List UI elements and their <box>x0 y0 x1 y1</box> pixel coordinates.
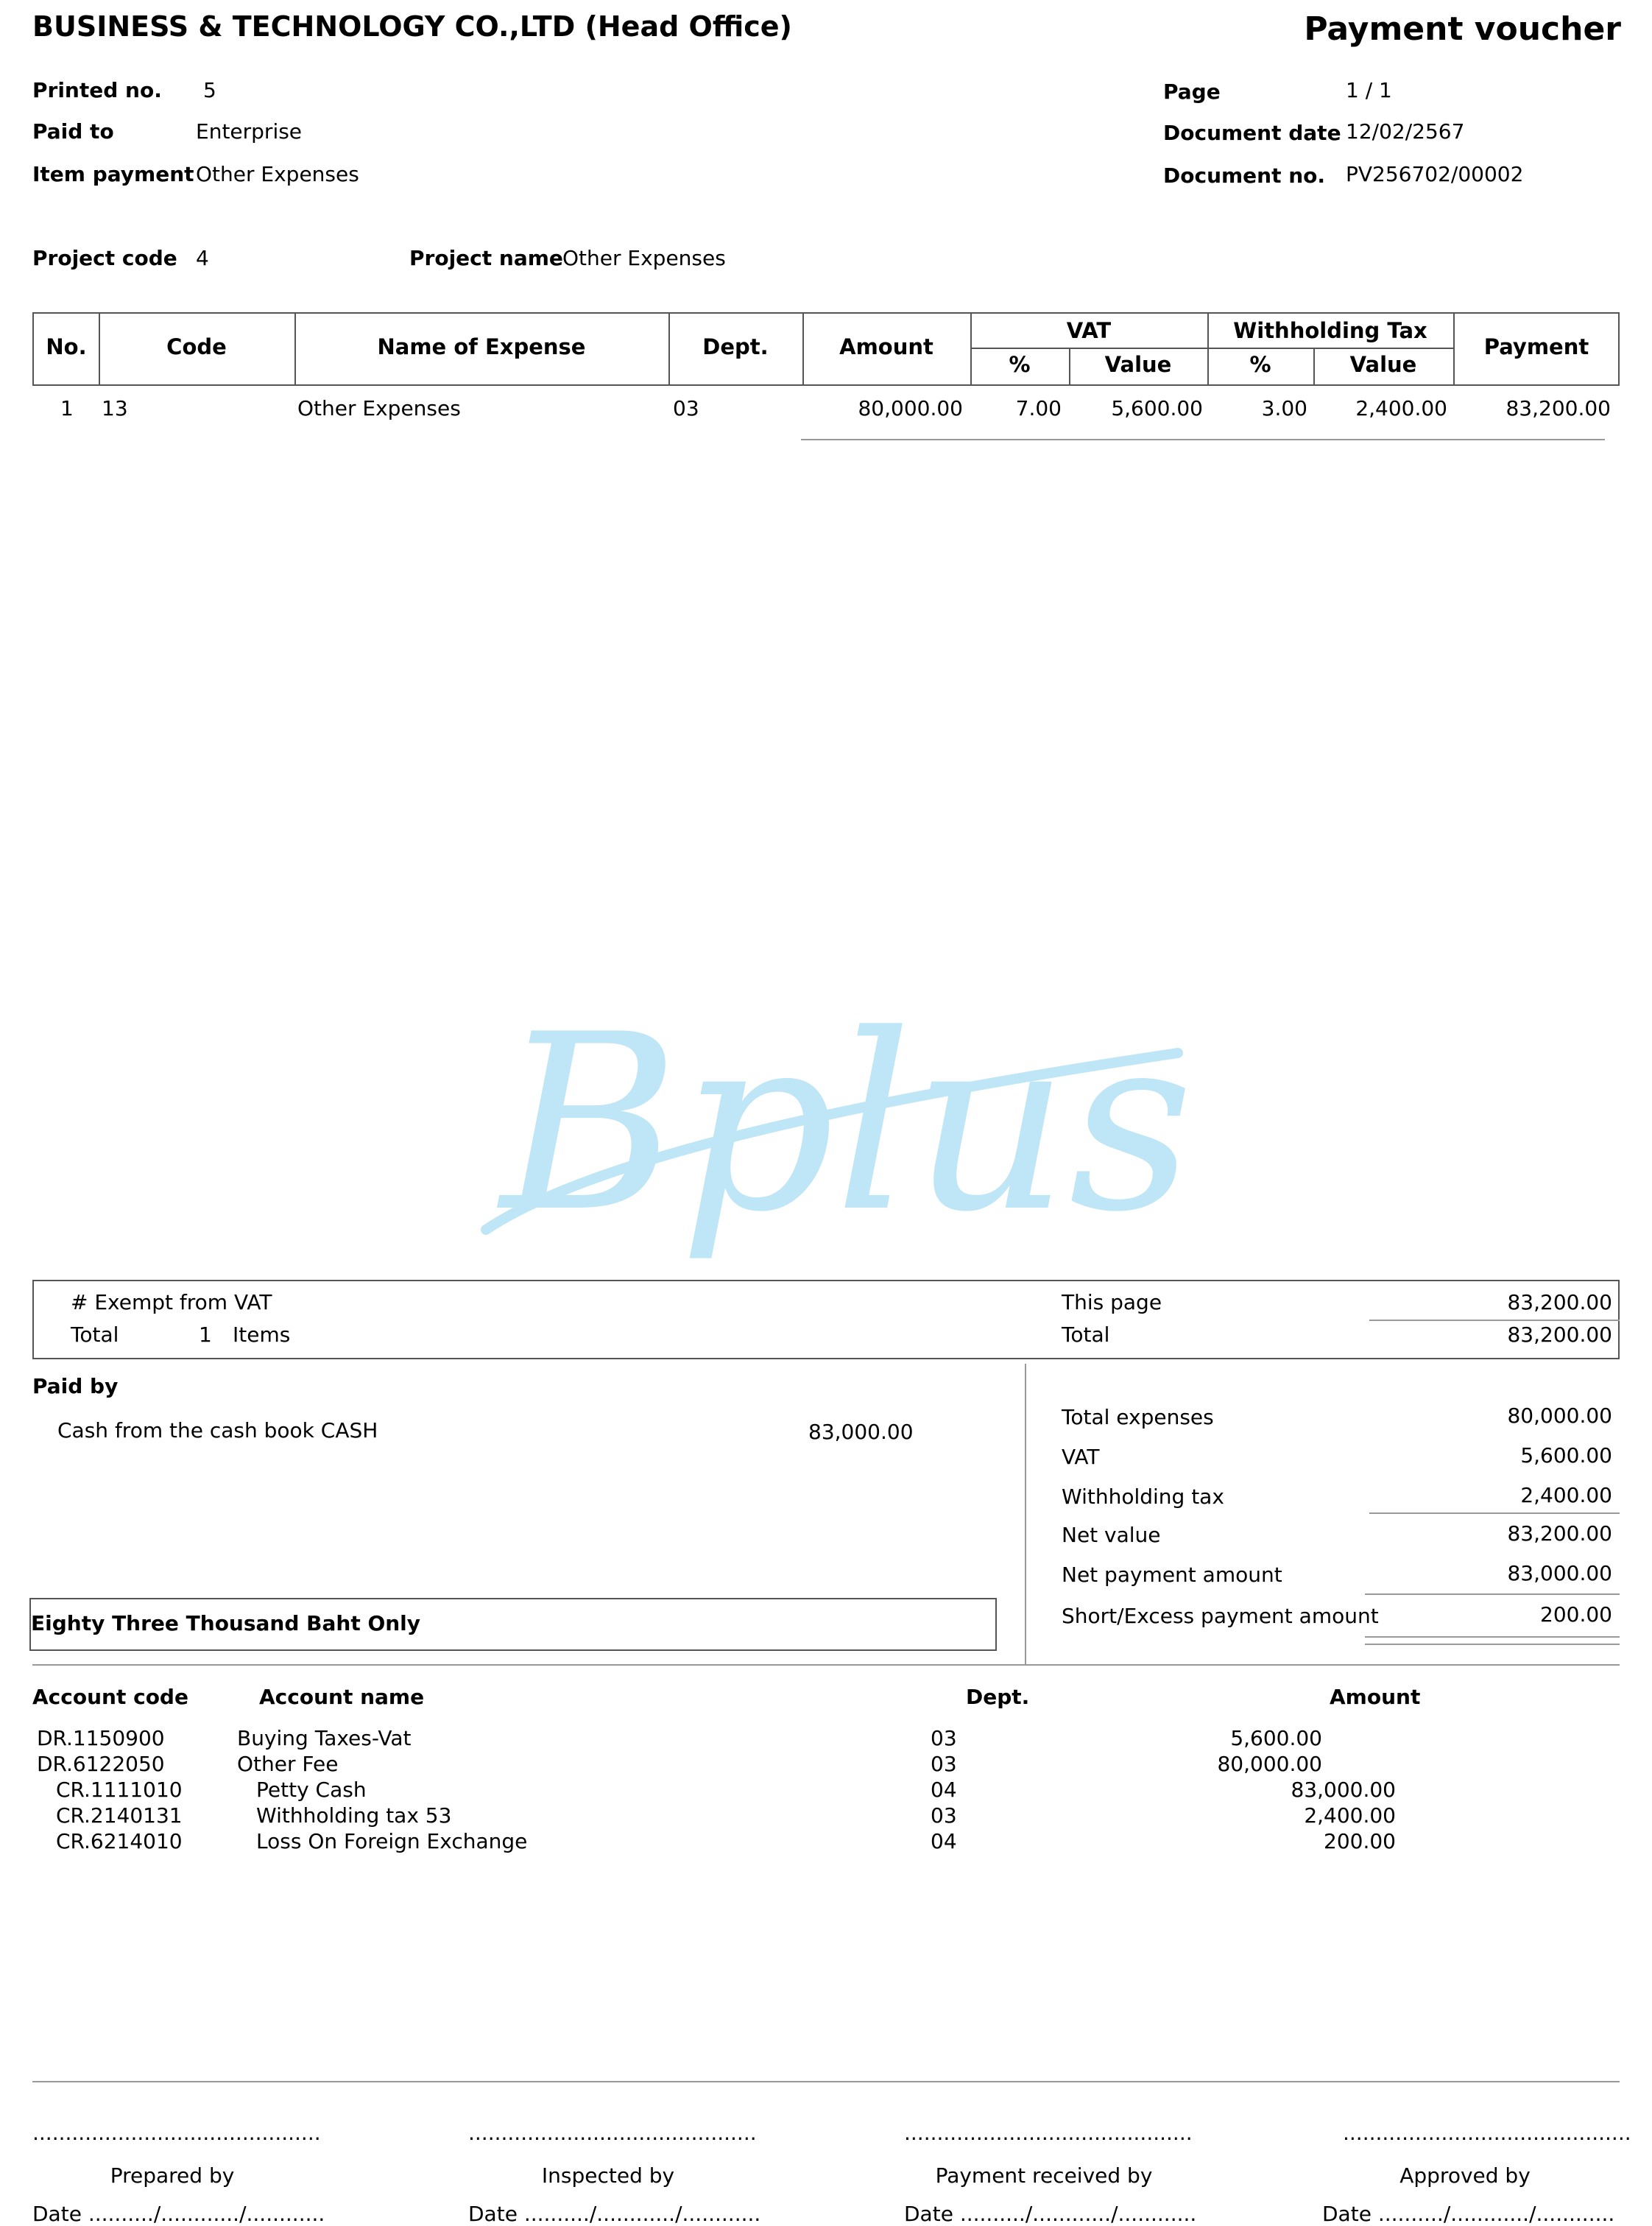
document-no-value: PV256702/00002 <box>1346 162 1524 186</box>
approved-by-label: Approved by <box>1399 2163 1531 2188</box>
col-vat-value: Value <box>1104 352 1172 377</box>
account-code: CR.1111010 <box>56 1778 183 1802</box>
short-excess-value: 200.00 <box>1540 1602 1612 1627</box>
project-name-label: Project name <box>409 246 563 270</box>
document-no-label: Document no. <box>1163 163 1326 188</box>
col-dept: Dept. <box>702 334 769 359</box>
company-name: BUSINESS & TECHNOLOGY CO.,LTD (Head Office) <box>32 10 792 43</box>
vat-label: VAT <box>1062 1445 1100 1469</box>
printed-no-label: Printed no. <box>32 78 162 102</box>
net-payment-value: 83,000.00 <box>1507 1561 1612 1585</box>
row-wht-value: 2,400.00 <box>1355 396 1447 420</box>
signature-line-prepared: ............................................ <box>32 2121 321 2145</box>
date-inspected: Date ........../............/............ <box>468 2202 761 2226</box>
account-dept-header: Dept. <box>966 1685 1030 1709</box>
col-vat: VAT <box>1066 318 1112 343</box>
row-payment: 83,200.00 <box>1505 396 1611 420</box>
totals-divider-4 <box>1365 1644 1620 1645</box>
payment-method-amount: 83,000.00 <box>808 1420 914 1444</box>
account-credit: 200.00 <box>1324 1829 1396 1853</box>
account-debit: 80,000.00 <box>1217 1752 1322 1776</box>
grand-total-label: Total <box>1062 1322 1110 1347</box>
signature-divider <box>32 2081 1620 2082</box>
section-vertical-divider <box>1025 1364 1026 1666</box>
document-date-value: 12/02/2567 <box>1346 119 1465 144</box>
inspected-by-label: Inspected by <box>541 2163 675 2188</box>
page-label: Page <box>1163 80 1221 104</box>
project-name-value: Other Expenses <box>562 246 726 270</box>
totals-divider-3 <box>1365 1636 1620 1638</box>
summary-items-label: Items <box>233 1322 291 1347</box>
account-dept: 04 <box>931 1778 957 1802</box>
project-code-label: Project code <box>32 246 177 270</box>
payment-method: Cash from the cash book CASH <box>57 1418 378 1443</box>
account-credit: 83,000.00 <box>1291 1778 1396 1802</box>
col-vat-pct: % <box>1009 352 1031 377</box>
account-dept: 03 <box>931 1803 957 1828</box>
account-name: Loss On Foreign Exchange <box>256 1829 528 1853</box>
paid-to-value: Enterprise <box>196 119 303 144</box>
summary-total-label: Total <box>71 1322 119 1347</box>
col-code: Code <box>166 334 227 359</box>
signature-line-inspected: ............................................ <box>468 2121 757 2145</box>
wht-value: 2,400.00 <box>1520 1483 1612 1507</box>
date-prepared: Date ........../............/............ <box>32 2202 325 2226</box>
summary-divider <box>1369 1320 1620 1321</box>
col-wht-value: Value <box>1349 352 1417 377</box>
account-dept: 03 <box>931 1726 957 1750</box>
paid-by-label: Paid by <box>32 1374 119 1398</box>
date-received: Date ........../............/............ <box>904 2202 1197 2226</box>
net-value-label: Net value <box>1062 1523 1161 1547</box>
account-code: DR.6122050 <box>37 1752 165 1776</box>
printed-no-value: 5 <box>203 78 216 102</box>
document-title: Payment voucher <box>1304 10 1621 48</box>
account-code: CR.6214010 <box>56 1829 183 1853</box>
signature-line-approved: ............................................ <box>1343 2121 1631 2145</box>
bplus-watermark <box>471 928 1193 1296</box>
col-name: Name of Expense <box>377 334 586 359</box>
account-code: DR.1150900 <box>37 1726 165 1750</box>
project-code-value: 4 <box>196 246 209 270</box>
row-dept: 03 <box>673 396 699 420</box>
account-code: CR.2140131 <box>56 1803 183 1828</box>
payment-received-by-label: Payment received by <box>935 2163 1153 2188</box>
account-name: Petty Cash <box>256 1778 367 1802</box>
exempt-vat: # Exempt from VAT <box>71 1290 272 1314</box>
item-payment-value: Other Expenses <box>196 162 359 186</box>
col-wht-pct: % <box>1249 352 1271 377</box>
paid-to-label: Paid to <box>32 119 114 144</box>
account-name: Withholding tax 53 <box>256 1803 452 1828</box>
net-value-value: 83,200.00 <box>1507 1521 1612 1546</box>
totals-divider-1 <box>1369 1512 1620 1514</box>
account-credit: 2,400.00 <box>1304 1803 1396 1828</box>
net-payment-label: Net payment amount <box>1062 1563 1282 1587</box>
total-expenses-value: 80,000.00 <box>1507 1403 1612 1428</box>
row-code: 13 <box>102 396 128 420</box>
col-no: No. <box>46 334 87 359</box>
section-divider <box>32 1664 1620 1666</box>
signature-line-received: ............................................ <box>904 2121 1193 2145</box>
wht-label: Withholding tax <box>1062 1484 1224 1509</box>
account-amount-header: Amount <box>1330 1685 1421 1709</box>
short-excess-label: Short/Excess payment amount <box>1062 1604 1379 1628</box>
row-vat-pct: 7.00 <box>1015 396 1062 420</box>
amount-in-words: Eighty Three Thousand Baht Only <box>31 1611 421 1635</box>
account-name: Buying Taxes-Vat <box>237 1726 412 1750</box>
summary-total-count: 1 <box>199 1322 212 1347</box>
account-code-header: Account code <box>32 1685 188 1709</box>
col-amount: Amount <box>839 334 933 359</box>
account-name: Other Fee <box>237 1752 339 1776</box>
this-page-value: 83,200.00 <box>1507 1290 1612 1314</box>
row-no: 1 <box>60 396 74 420</box>
date-approved: Date ........../............/............ <box>1322 2202 1615 2226</box>
account-dept: 04 <box>931 1829 957 1853</box>
row-vat-value: 5,600.00 <box>1111 396 1203 420</box>
account-dept: 03 <box>931 1752 957 1776</box>
document-date-label: Document date <box>1163 121 1341 145</box>
col-payment: Payment <box>1483 334 1589 359</box>
prepared-by-label: Prepared by <box>110 2163 235 2188</box>
totals-divider-2 <box>1365 1593 1620 1595</box>
watermark-text: Bplus <box>501 982 1194 1265</box>
row-name: Other Expenses <box>297 396 461 420</box>
item-payment-label: Item payment <box>32 162 194 186</box>
row-amount: 80,000.00 <box>858 396 963 420</box>
page-value: 1 / 1 <box>1346 78 1392 102</box>
row-underline <box>801 439 1605 440</box>
this-page-label: This page <box>1062 1290 1162 1314</box>
col-wht: Withholding Tax <box>1233 318 1427 343</box>
total-expenses-label: Total expenses <box>1062 1405 1214 1429</box>
grand-total-value: 83,200.00 <box>1507 1322 1612 1347</box>
row-wht-pct: 3.00 <box>1261 396 1307 420</box>
account-debit: 5,600.00 <box>1230 1726 1322 1750</box>
account-name-header: Account name <box>259 1685 425 1709</box>
vat-value: 5,600.00 <box>1520 1443 1612 1468</box>
items-table-header <box>32 312 1620 386</box>
